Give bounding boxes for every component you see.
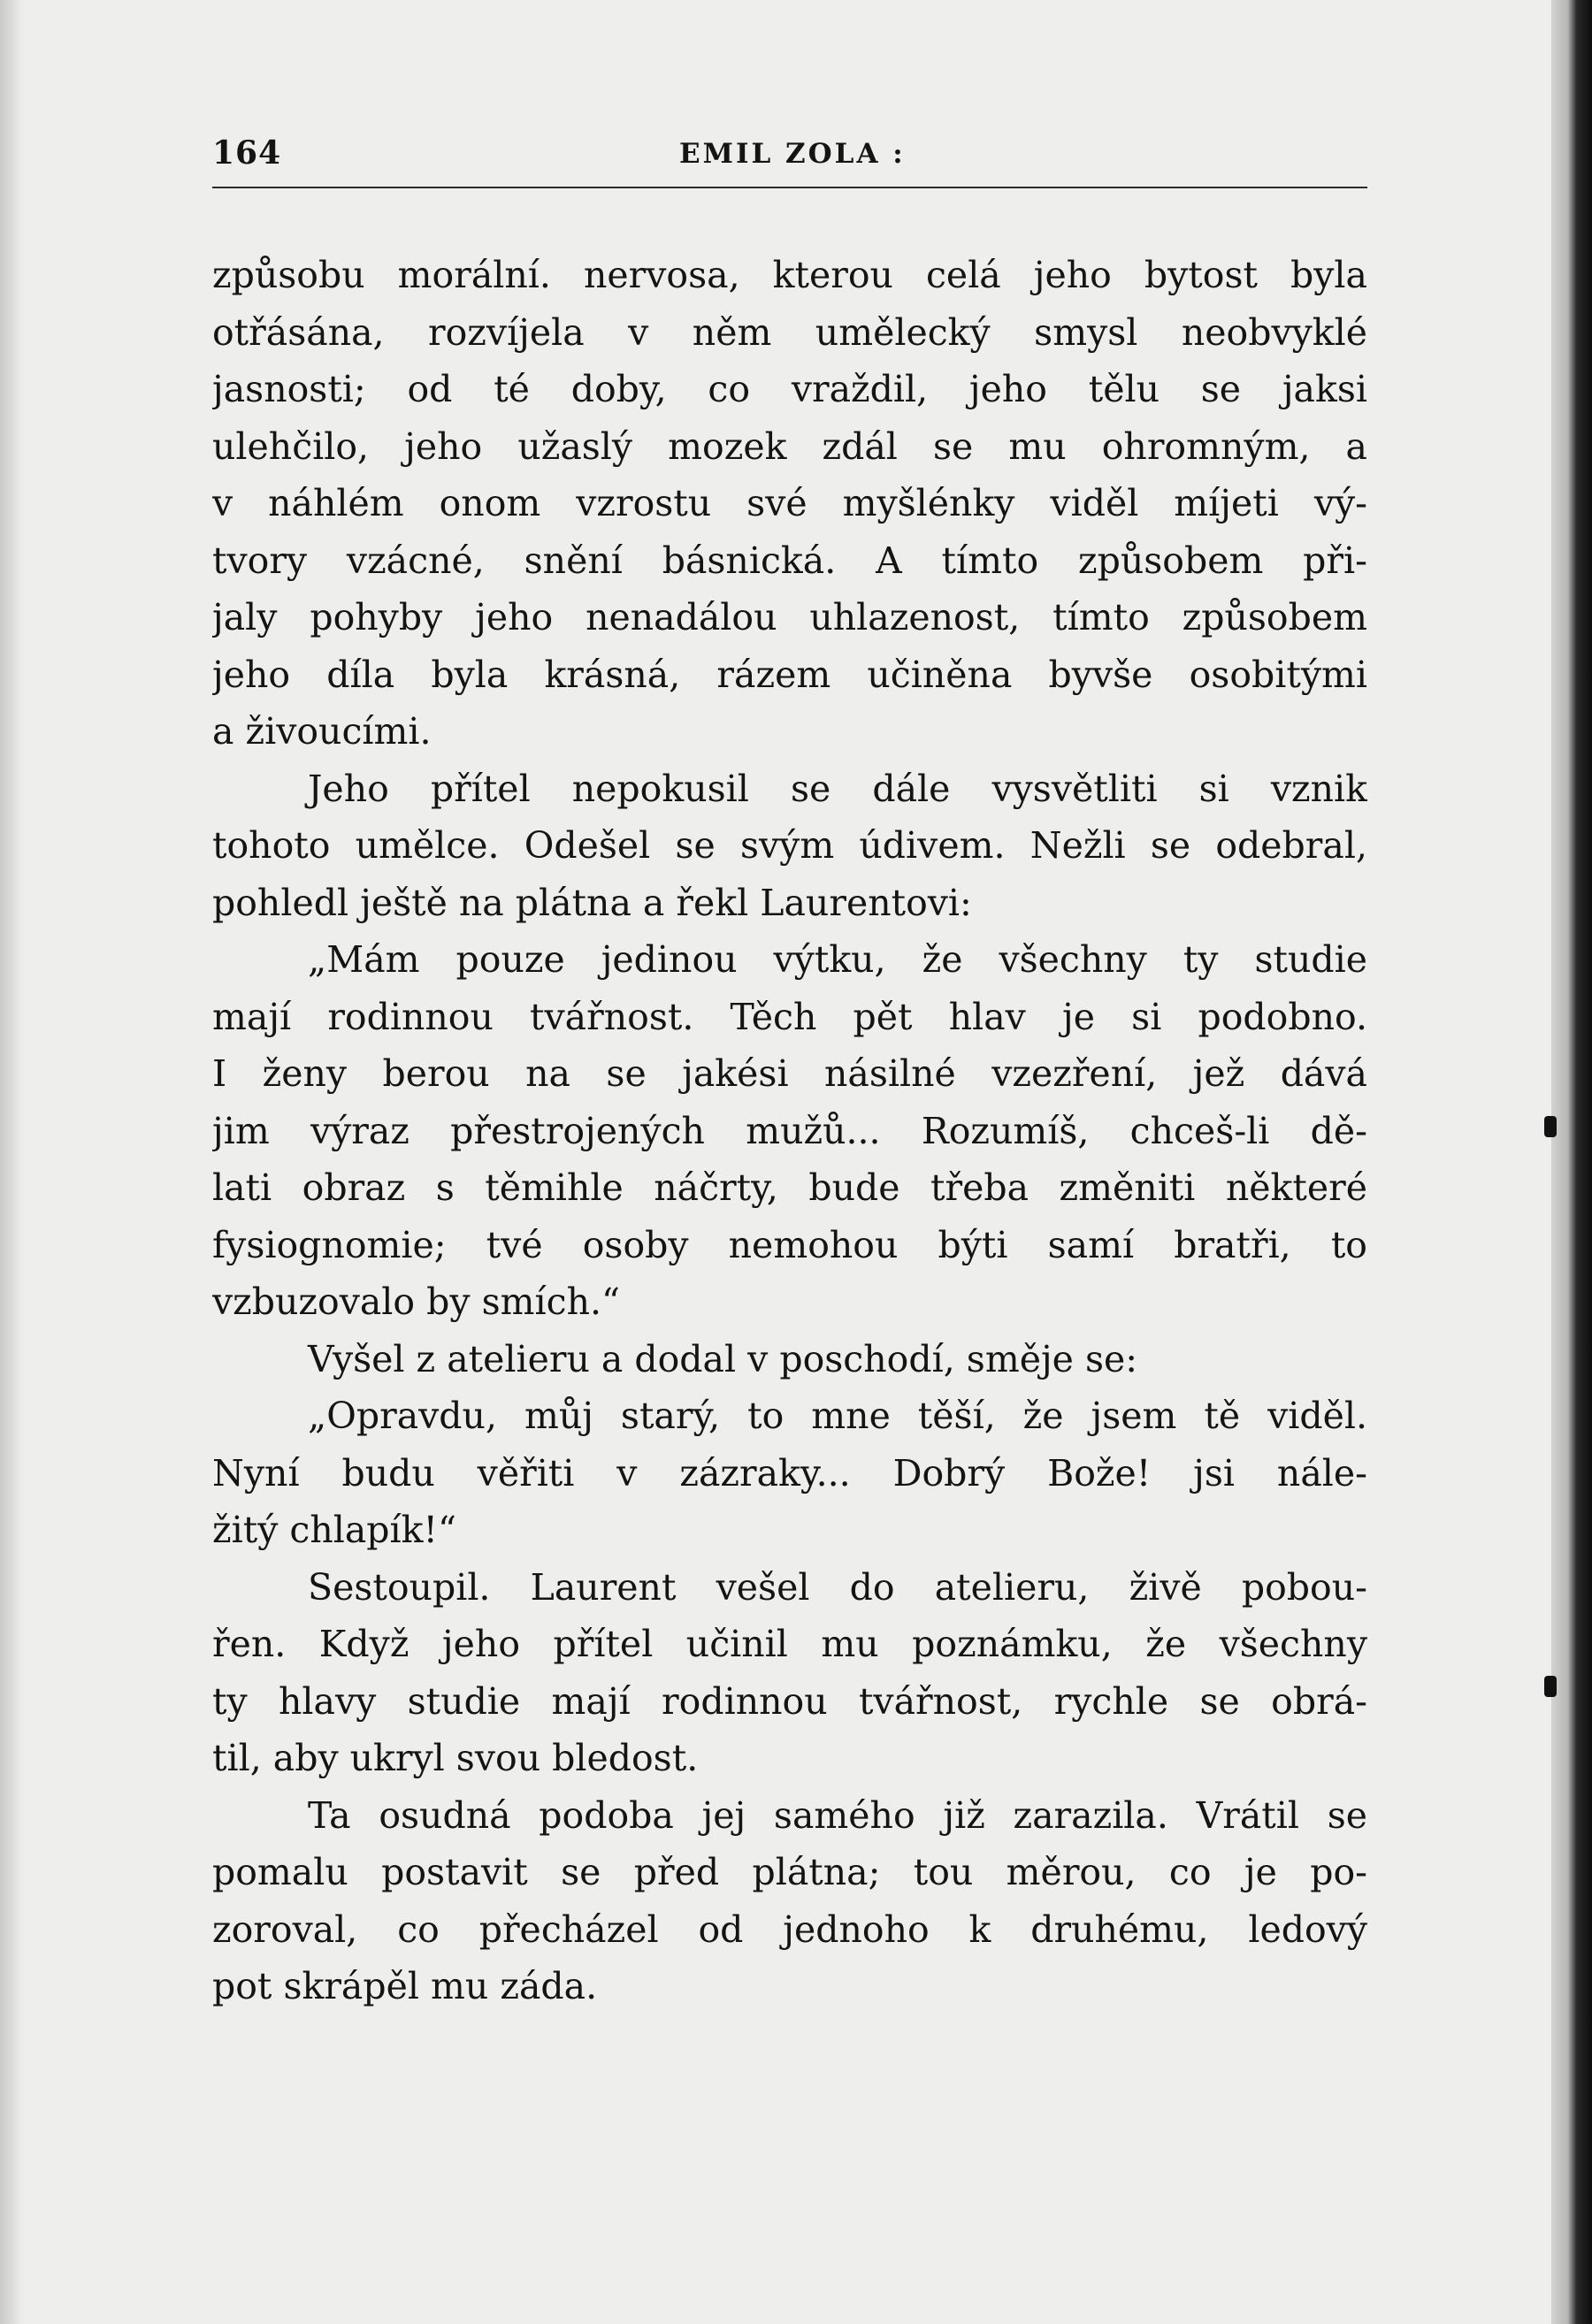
text-line: jasnosti; od té doby, co vraždil, jeho tělu se jaksi [212,368,1367,410]
text-line: mají rodinnou tvářnost. Těch pět hlav je si podobno. [212,995,1367,1038]
text-line: tohoto umělce. Odešel se svým údivem. Nežli se odebral, [212,824,1367,867]
text-line: otřásána, rozvíjela v něm umělecký smysl neobvyklé [212,310,1367,354]
text-line: zoroval, co přecházel od jednoho k druhému, ledový [212,1907,1367,1951]
text-line: pomalu postavit se před plátna; tou měrou, co je po- [212,1851,1367,1893]
page-binding-edge [1551,0,1592,2324]
text-line: řen. Když jeho přítel učinil mu poznámku, že všechny [212,1623,1367,1665]
text-line: Jeho přítel nepokusil se dále vysvětliti si vznik [308,767,1367,810]
text-line: I ženy berou na se jakési násilné vzezření, jež dává [212,1052,1367,1095]
running-title: EMIL ZOLA : [679,138,906,170]
text-line: jeho díla byla krásná, rázem učiněna byvše osobitými [212,653,1367,696]
text-line: a živoucími. [212,710,432,753]
binding-mark [1544,1676,1557,1697]
text-line: Ta osudná podoba jej samého již zarazila. Vrátil se [308,1793,1367,1837]
page-left-edge-shadow [0,0,23,2324]
text-line: způsobu morální. nervosa, kterou celá jeho bytost byla [212,254,1367,296]
page-number: 164 [212,134,282,172]
text-line: fysiognomie; tvé osoby nemohou býti samí bratři, to [212,1223,1367,1266]
text-line: tvory vzácné, snění básnická. A tímto způsobem při- [212,539,1367,582]
running-head [212,134,1367,187]
text-line: til, aby ukryl svou bledost. [212,1737,699,1779]
body-text [212,247,1367,2015]
text-line: v náhlém onom vzrostu své myšlénky viděl míjeti vý- [212,482,1367,524]
header-rule [212,187,1367,188]
text-line: žitý chlapík!“ [212,1509,456,1551]
text-line: ulehčilo, jeho užaslý mozek zdál se mu ohromným, a [212,424,1367,468]
text-line: Nyní budu věřiti v zázraky... Dobrý Bože! jsi nále- [212,1451,1367,1495]
text-line: lati obraz s těmihle náčrty, bude třeba změniti některé [212,1166,1367,1209]
binding-mark [1544,1116,1557,1137]
text-line: vzbuzovalo by smích.“ [212,1280,620,1323]
text-line: „Opravdu, můj starý, to mne těší, že jsem tě viděl. [308,1395,1367,1437]
text-line: ty hlavy studie mají rodinnou tvářnost, rychle se obrá- [212,1679,1367,1723]
text-line: „Mám pouze jedinou výtku, že všechny ty studie [308,938,1367,981]
text-line: Sestoupil. Laurent vešel do atelieru, živě pobou- [308,1565,1367,1609]
text-line: Vyšel z atelieru a dodal v poschodí, směje se: [308,1337,1138,1380]
text-line: pohledl ještě na plátna a řekl Laurentovi: [212,881,972,924]
text-line: jaly pohyby jeho nenadálou uhlazenost, tímto způsobem [212,596,1367,638]
text-line: pot skrápěl mu záda. [212,1965,598,2007]
text-line: jim výraz přestrojených mužů... Rozumíš, chceš-li dě- [212,1109,1367,1152]
